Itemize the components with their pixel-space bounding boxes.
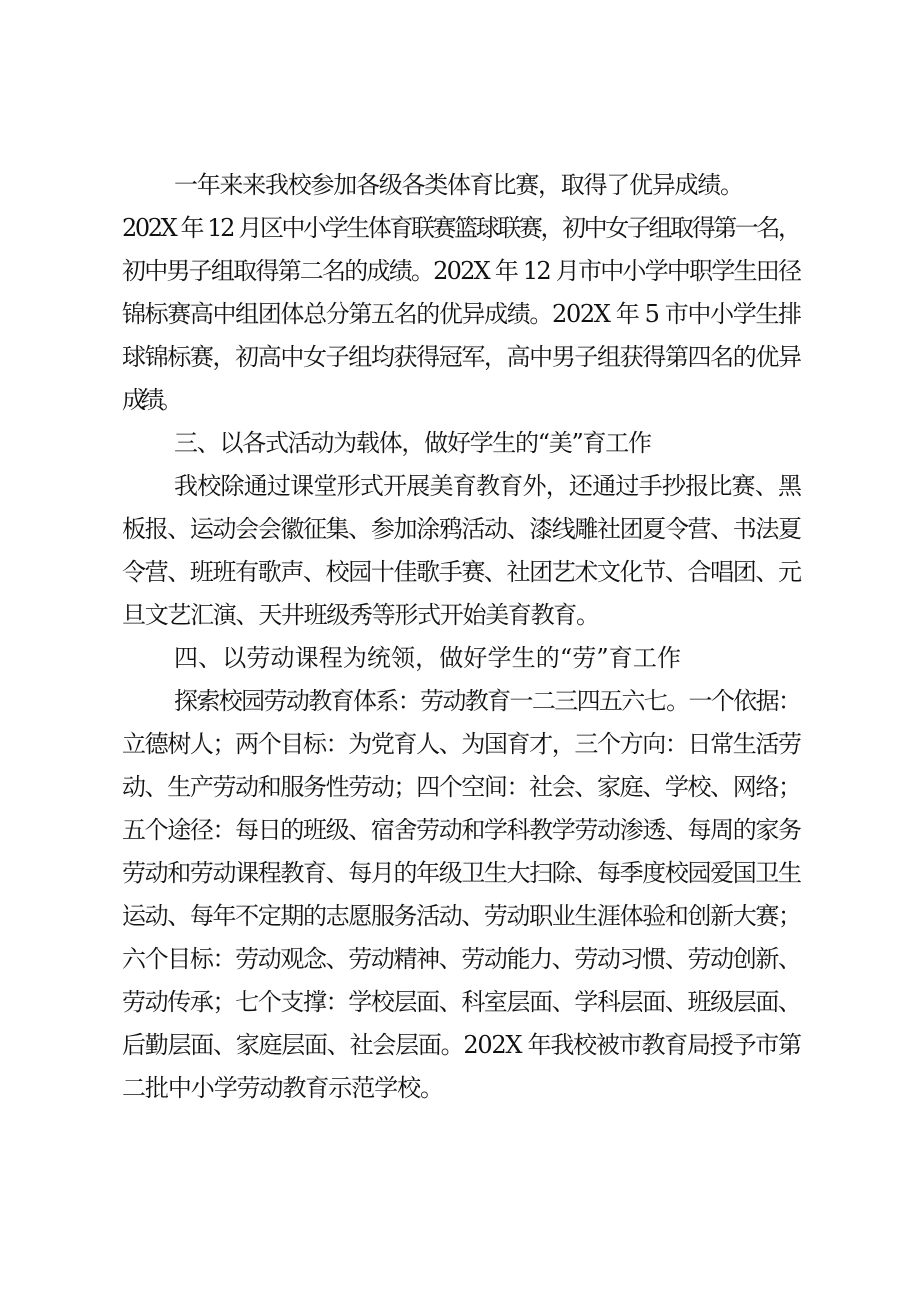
- paragraph-line: 成绩。: [122, 386, 178, 414]
- paragraph-line: 五个途径：每日的班级、宿舍劳动和学科教学劳动渗透、每周的家务: [122, 816, 801, 844]
- paragraph-line: 动、生产劳动和服务性劳动；四个空间：社会、家庭、学校、网络；: [122, 773, 801, 801]
- paragraph-line: 运动、每年不定期的志愿服务活动、劳动职业生涯体验和创新大赛；: [122, 902, 801, 930]
- section-heading: 三、以各式活动为载体，做好学生的“美”育工作: [174, 429, 651, 457]
- paragraph-line: 初中男子组取得第二名的成绩。202X 年 12 月市中小学中职学生田径: [122, 257, 801, 285]
- section-heading: 四、以劳动课程为统领，做好学生的“劳”育工作: [174, 644, 682, 672]
- paragraph-line: 板报、运动会会徽征集、参加涂鸦活动、漆线雕社团夏令营、书法夏: [122, 515, 801, 543]
- paragraph-line: 二批中小学劳动教育示范学校。: [122, 1074, 443, 1102]
- paragraph-line: 劳动和劳动课程教育、每月的年级卫生大扫除、每季度校园爱国卫生: [122, 859, 801, 887]
- paragraph-line: 我校除通过课堂形式开展美育教育外，还通过手抄报比赛、黑: [174, 472, 802, 500]
- paragraph-line: 六个目标：劳动观念、劳动精神、劳动能力、劳动习惯、劳动创新、: [122, 945, 801, 973]
- paragraph-line: 旦文艺汇演、天井班级秀等形式开始美育教育。: [122, 601, 599, 629]
- paragraph-line: 一年来来我校参加各级各类体育比赛，取得了优异成绩。: [174, 171, 743, 199]
- paragraph-line: 劳动传承；七个支撑：学校层面、科室层面、学科层面、班级层面、: [122, 988, 801, 1016]
- paragraph-line: 锦标赛高中组团体总分第五名的优异成绩。202X 年 5 市中小学生排: [122, 300, 801, 328]
- paragraph-line: 立德树人；两个目标：为党育人、为国育才，三个方向：日常生活劳: [122, 730, 801, 758]
- paragraph-line: 令营、班班有歌声、校园十佳歌手赛、社团艺术文化节、合唱团、元: [122, 558, 801, 586]
- paragraph-line: 202X 年 12 月区中小学生体育联赛篮球联赛，初中女子组取得第一名，: [122, 214, 800, 242]
- paragraph-line: 球锦标赛，初高中女子组均获得冠军，高中男子组获得第四名的优异: [122, 343, 801, 371]
- paragraph-line: 后勤层面、家庭层面、社会层面。202X 年我校被市教育局授予市第: [122, 1031, 801, 1059]
- paragraph-line: 探索校园劳动教育体系：劳动教育一二三四五六七。一个依据：: [174, 687, 801, 715]
